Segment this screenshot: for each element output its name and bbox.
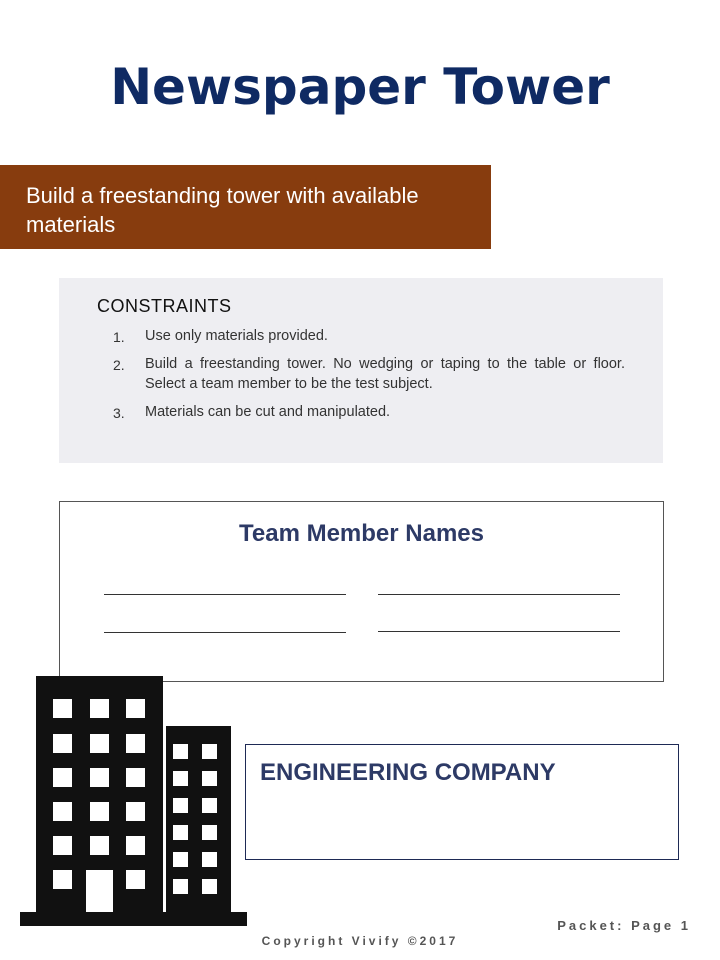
constraint-text: Build a freestanding tower. No wedging or taping to the table or floor. Select a team member to be the test subject. xyxy=(145,356,625,392)
constraints-box xyxy=(59,278,663,463)
constraint-item xyxy=(97,354,625,394)
constraint-item xyxy=(97,326,625,346)
team-member-box xyxy=(59,501,664,682)
name-line-2[interactable] xyxy=(378,594,620,595)
constraint-number: 2. xyxy=(113,357,125,373)
copyright-notice: Copyright Vivify ©2017 xyxy=(261,934,459,948)
objective-banner: Build a freestanding tower with available materials xyxy=(0,165,491,249)
office-building-icon xyxy=(20,676,247,930)
team-member-heading: Team Member Names xyxy=(239,520,484,547)
page-number: Packet: Page 1 xyxy=(557,918,691,933)
constraint-number: 1. xyxy=(113,329,125,345)
page-title: Newspaper Tower xyxy=(110,58,610,116)
name-line-1[interactable] xyxy=(104,594,346,595)
company-label: ENGINEERING COMPANY xyxy=(260,759,556,786)
constraint-item xyxy=(97,402,625,422)
constraint-text: Materials can be cut and manipulated. xyxy=(145,404,391,420)
company-box[interactable] xyxy=(245,744,679,860)
constraint-number: 3. xyxy=(113,405,125,421)
constraint-text: Use only materials provided. xyxy=(145,328,328,344)
constraints-heading: CONSTRAINTS xyxy=(97,296,232,316)
constraints-list xyxy=(97,326,625,422)
name-line-4[interactable] xyxy=(378,631,620,632)
name-line-3[interactable] xyxy=(104,632,346,633)
